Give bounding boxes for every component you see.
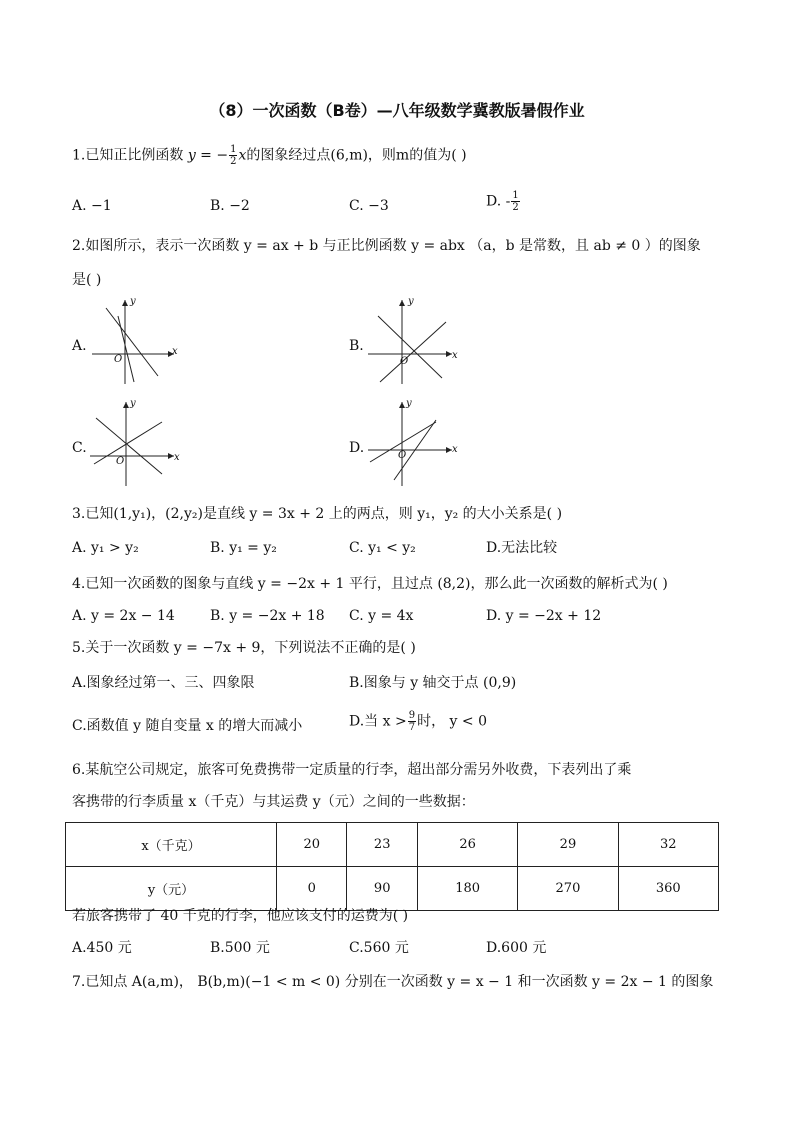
q1-suffix: 的图象经过点(6,m)，则m的值为( ) — [246, 147, 467, 164]
q2-option-c-label[interactable]: C. — [72, 440, 87, 456]
table-cell: 23 — [347, 823, 417, 867]
q2-option-d-label[interactable]: D. — [349, 440, 365, 456]
q1-option-d-fraction: $\frac{1}{2}$ — [512, 190, 519, 213]
question-2-line1: 2.如图所示，表示一次函数 y = ax + b 与正比例函数 y = abx （a，b 是常数，且 ab ≠ 0 ）的图象 — [72, 238, 701, 254]
q3-option-c[interactable]: C. y₁ < y₂ — [349, 540, 416, 556]
q2-b-x-label: x — [452, 350, 458, 361]
q2-b-y-label: y — [408, 296, 414, 307]
q3-option-d[interactable]: D.无法比较 — [486, 540, 558, 556]
q6-option-c[interactable]: C.560 元 — [349, 940, 409, 956]
q1-option-d[interactable]: D. - $\frac{1}{2}$ — [486, 190, 519, 213]
q2-b-origin: O — [400, 356, 409, 367]
q1-option-c[interactable]: C. −3 — [349, 198, 389, 214]
q6-option-a[interactable]: A.450 元 — [72, 940, 132, 956]
q3-option-b[interactable]: B. y₁ = y₂ — [210, 540, 277, 556]
q2-c-x-label: x — [174, 452, 180, 463]
q2-option-a-label[interactable]: A. — [72, 338, 87, 354]
q2-a-origin: O — [114, 354, 123, 365]
q4-option-a[interactable]: A. y = 2x − 14 — [72, 608, 175, 624]
q2-d-origin: O — [398, 450, 407, 461]
q2-graph-d[interactable] — [366, 398, 458, 490]
table-cell: 32 — [618, 823, 718, 867]
q4-option-d[interactable]: D. y = −2x + 12 — [486, 608, 602, 624]
table-cell: 90 — [347, 867, 417, 911]
q2-c-origin: O — [116, 456, 125, 467]
q5-option-d-fraction: $\frac{9}{7}$ — [408, 710, 416, 733]
table-cell: 29 — [518, 823, 618, 867]
question-4: 4.已知一次函数的图象与直线 y = −2x + 1 平行，且过点 (8,2)，那么此一次函数的解析式为( ) — [72, 576, 668, 592]
q5-option-d[interactable]: D.当 x > $\frac{9}{7}$ 时， y < 0 — [349, 710, 487, 733]
q1-option-b[interactable]: B. −2 — [210, 198, 250, 214]
question-3: 3.已知(1,y₁)，(2,y₂)是直线 y = 3x + 2 上的两点，则 y₁，y₂ 的大小关系是( ) — [72, 506, 563, 522]
q1-fraction: $\frac{1}{2}$ — [230, 144, 237, 167]
table-cell: 360 — [618, 867, 718, 911]
q3-option-a[interactable]: A. y₁ > y₂ — [72, 540, 139, 556]
q1-prefix: 1.已知正比例函数 — [72, 147, 184, 164]
question-6-line2: 客携带的行李质量 x（千克）与其运费 y（元）之间的一些数据： — [72, 794, 475, 810]
question-7: 7.已知点 A(a,m)， B(b,m)(−1 < m < 0) 分别在一次函数 y = x − 1 和一次函数 y = 2x − 1 的图象 — [72, 974, 714, 990]
table-cell: 0 — [277, 867, 347, 911]
q2-a-y-label: y — [130, 296, 136, 307]
table-cell: 26 — [417, 823, 517, 867]
q5-option-b[interactable]: B.图象与 y 轴交于点 (0,9) — [349, 675, 517, 691]
table-cell: 20 — [277, 823, 347, 867]
table-cell: y（元） — [66, 867, 277, 911]
q2-d-x-label: x — [452, 444, 458, 455]
q2-graph-c[interactable] — [88, 398, 180, 490]
q6-option-d[interactable]: D.600 元 — [486, 940, 547, 956]
q1-func-b: x — [238, 147, 247, 164]
table-cell: 180 — [417, 867, 517, 911]
q1-option-a[interactable]: A. −1 — [72, 198, 112, 214]
q1-func-a: y = − — [187, 147, 229, 164]
table-cell: 270 — [518, 867, 618, 911]
q2-graph-b[interactable] — [366, 296, 458, 388]
q5-option-c[interactable]: C.函数值 y 随自变量 x 的增大而减小 — [72, 718, 303, 734]
question-6-line1: 6.某航空公司规定，旅客可免费携带一定质量的行李，超出部分需另外收费，下表列出了乘 — [72, 762, 632, 778]
table-row — [66, 823, 719, 867]
question-6-line3: 若旅客携带了 40 千克的行李，他应该支付的运费为( ) — [72, 908, 409, 924]
question-2-line2: 是( ) — [72, 272, 102, 288]
baggage-fee-table — [65, 822, 719, 911]
q4-option-b[interactable]: B. y = −2x + 18 — [210, 608, 325, 624]
q4-option-c[interactable]: C. y = 4x — [349, 608, 414, 624]
q5-option-a[interactable]: A.图象经过第一、三、四象限 — [72, 675, 255, 691]
page-title: （8）一次函数（B卷）—八年级数学冀教版暑假作业 — [209, 101, 585, 120]
question-5: 5.关于一次函数 y = −7x + 9，下列说法不正确的是( ) — [72, 640, 416, 656]
q2-graph-a[interactable] — [88, 296, 180, 388]
q2-c-y-label: y — [130, 398, 136, 409]
q2-d-y-label: y — [406, 398, 412, 409]
question-1 — [72, 144, 467, 167]
table-cell: x（千克） — [66, 823, 277, 867]
q2-option-b-label[interactable]: B. — [349, 338, 364, 354]
table-row — [66, 867, 719, 911]
q6-option-b[interactable]: B.500 元 — [210, 940, 270, 956]
q2-a-x-label: x — [172, 346, 178, 357]
